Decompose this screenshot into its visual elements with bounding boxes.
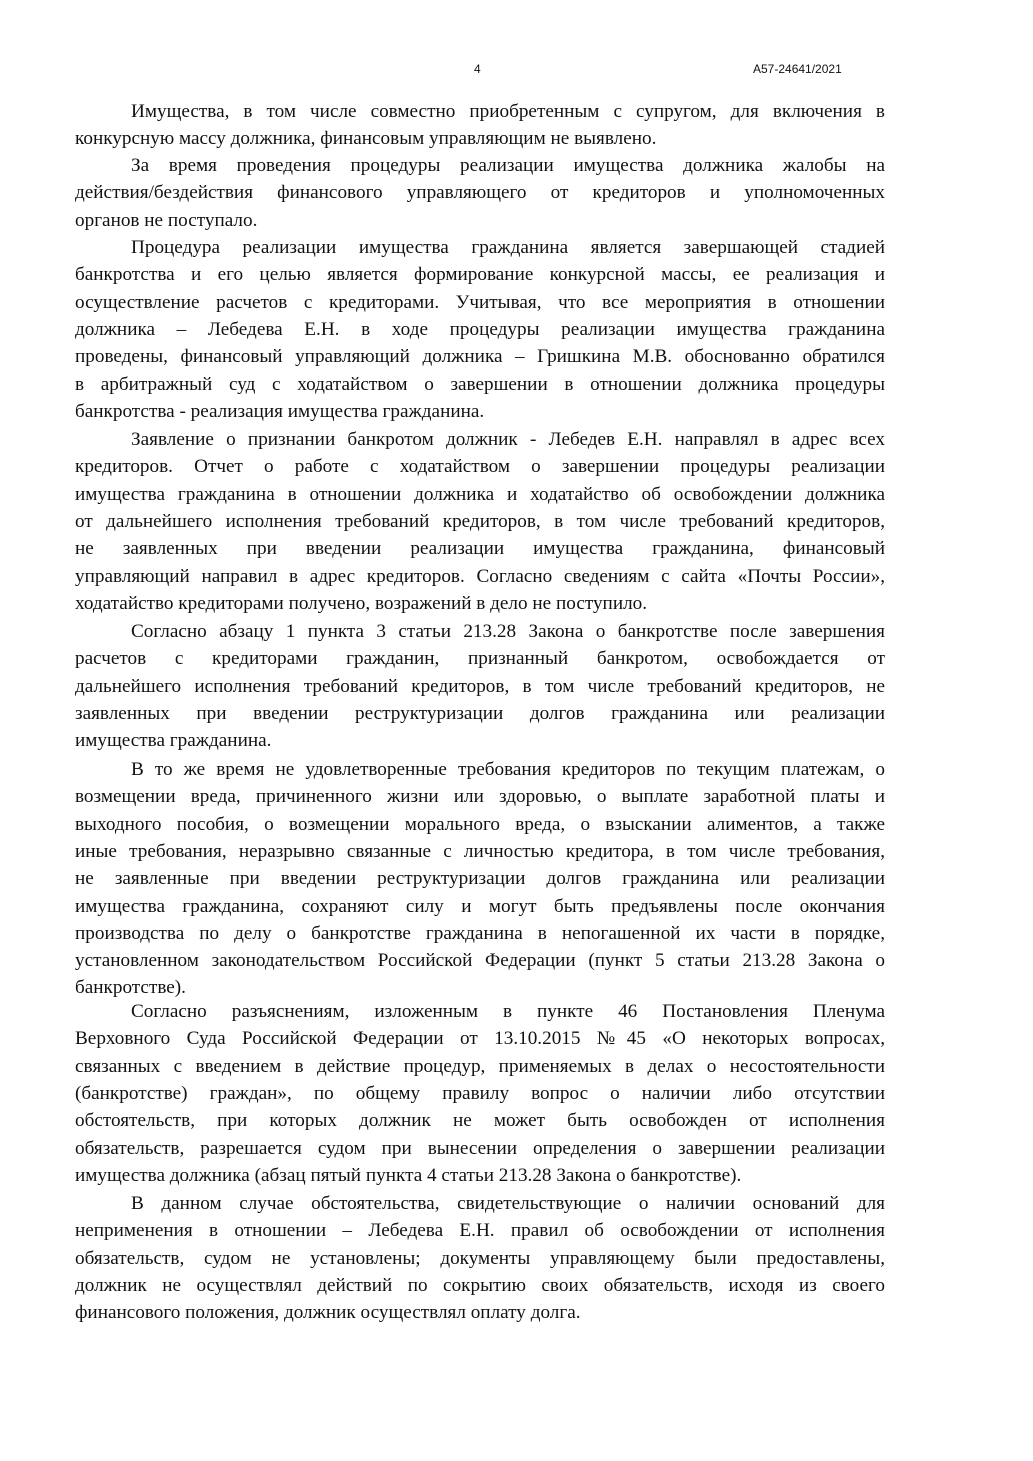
text-line: В данном случае обстоятельства, свидетельствующие о наличии оснований для bbox=[131, 1193, 885, 1214]
text-line: неприменения в отношении – Лебедева Е.Н. правил об освобождении от исполнения bbox=[75, 1220, 885, 1241]
text-line: от дальнейшего исполнения требований кредиторов, в том числе требований кредиторов, bbox=[75, 511, 885, 532]
text-line: связанных с введением в действие процедур, применяемых в делах о несостоятельности bbox=[75, 1056, 885, 1077]
text-line: банкротстве). bbox=[75, 977, 186, 998]
text-line: не заявленные при введении реструктуризации долгов гражданина или реализации bbox=[75, 868, 885, 889]
text-line: обязательств, разрешается судом при вынесении определения о завершении реализации bbox=[75, 1138, 885, 1159]
text-line: должник не осуществлял действий по сокрытию своих обязательств, исходя из своего bbox=[75, 1275, 885, 1296]
text-line: имущества гражданина в отношении должника и ходатайство об освобождении должника bbox=[75, 484, 885, 505]
text-line: не заявленных при введении реализации имущества гражданина, финансовый bbox=[75, 538, 885, 559]
text-line: иные требования, неразрывно связанные с личностью кредитора, в том числе требования, bbox=[75, 841, 885, 862]
text-line: выходного пособия, о возмещении морального вреда, о взыскании алиментов, а также bbox=[75, 814, 885, 835]
text-line: дальнейшего исполнения требований кредиторов, в том числе требований кредиторов, не bbox=[75, 676, 885, 697]
text-line: (банкротстве) граждан», по общему правилу вопрос о наличии либо отсутствии bbox=[75, 1083, 885, 1104]
text-line: должника – Лебедева Е.Н. в ходе процедуры реализации имущества гражданина bbox=[75, 319, 885, 340]
text-line: производства по делу о банкротстве гражданина в непогашенной их части в порядке, bbox=[75, 923, 885, 944]
text-line: Процедура реализации имущества гражданина является завершающей стадией bbox=[131, 237, 885, 258]
text-line: обязательств, судом не установлены; документы управляющему были предоставлены, bbox=[75, 1248, 885, 1269]
text-line: имущества гражданина, сохраняют силу и могут быть предъявлены после окончания bbox=[75, 896, 885, 917]
page-number: 4 bbox=[474, 62, 481, 76]
text-line: Согласно абзацу 1 пункта 3 статьи 213.28 Закона о банкротстве после завершения bbox=[131, 621, 885, 642]
text-line: Заявление о признании банкротом должник - Лебедев Е.Н. направлял в адрес всех bbox=[131, 429, 885, 450]
text-line: заявленных при введении реструктуризации долгов гражданина или реализации bbox=[75, 703, 885, 724]
text-line: действия/бездействия финансового управляющего от кредиторов и уполномоченных bbox=[75, 182, 885, 203]
text-line: Имущества, в том числе совместно приобретенным с супругом, для включения в bbox=[131, 101, 885, 122]
text-line: в арбитражный суд с ходатайством о завершении в отношении должника процедуры bbox=[75, 374, 885, 395]
text-line: ходатайство кредиторами получено, возражений в дело не поступило. bbox=[75, 593, 648, 614]
text-line: имущества гражданина. bbox=[75, 730, 272, 751]
text-line: банкротства и его целью является формирование конкурсной массы, ее реализация и bbox=[75, 264, 885, 285]
text-line: обстоятельств, при которых должник не может быть освобожден от исполнения bbox=[75, 1110, 885, 1131]
text-line: проведены, финансовый управляющий должника – Гришкина М.В. обоснованно обратился bbox=[75, 346, 885, 367]
text-line: конкурсную массу должника, финансовым управляющим не выявлено. bbox=[75, 128, 657, 149]
text-line: органов не поступало. bbox=[75, 210, 258, 231]
text-line: управляющий направил в адрес кредиторов. Согласно сведениям с сайта «Почты России», bbox=[75, 566, 885, 587]
text-line: осуществление расчетов с кредиторами. Учитывая, что все мероприятия в отношении bbox=[75, 292, 885, 313]
text-line: Верховного Суда Российской Федерации от 13.10.2015 №45 «О некоторых вопросах, bbox=[75, 1028, 885, 1049]
text-line: В то же время не удовлетворенные требования кредиторов по текущим платежам, о bbox=[131, 759, 885, 780]
case-number: А57-24641/2021 bbox=[753, 62, 842, 76]
text-line: кредиторов. Отчет о работе с ходатайством о завершении процедуры реализации bbox=[75, 456, 885, 477]
text-line: имущества должника (абзац пятый пункта 4 статьи 213.28 Закона о банкротстве). bbox=[75, 1165, 742, 1186]
text-line: За время проведения процедуры реализации имущества должника жалобы на bbox=[131, 155, 885, 176]
text-line: финансового положения, должник осуществлял оплату долга. bbox=[75, 1302, 581, 1323]
text-line: банкротства - реализация имущества гражданина. bbox=[75, 401, 485, 422]
text-line: расчетов с кредиторами гражданин, признанный банкротом, освобождается от bbox=[75, 648, 885, 669]
text-line: Согласно разъяснениям, изложенным в пункте 46 Постановления Пленума bbox=[131, 1001, 885, 1022]
text-line: установленном законодательством Российской Федерации (пункт 5 статьи 213.28 Закона о bbox=[75, 950, 885, 971]
text-line: возмещении вреда, причиненного жизни или здоровью, о выплате заработной платы и bbox=[75, 786, 885, 807]
